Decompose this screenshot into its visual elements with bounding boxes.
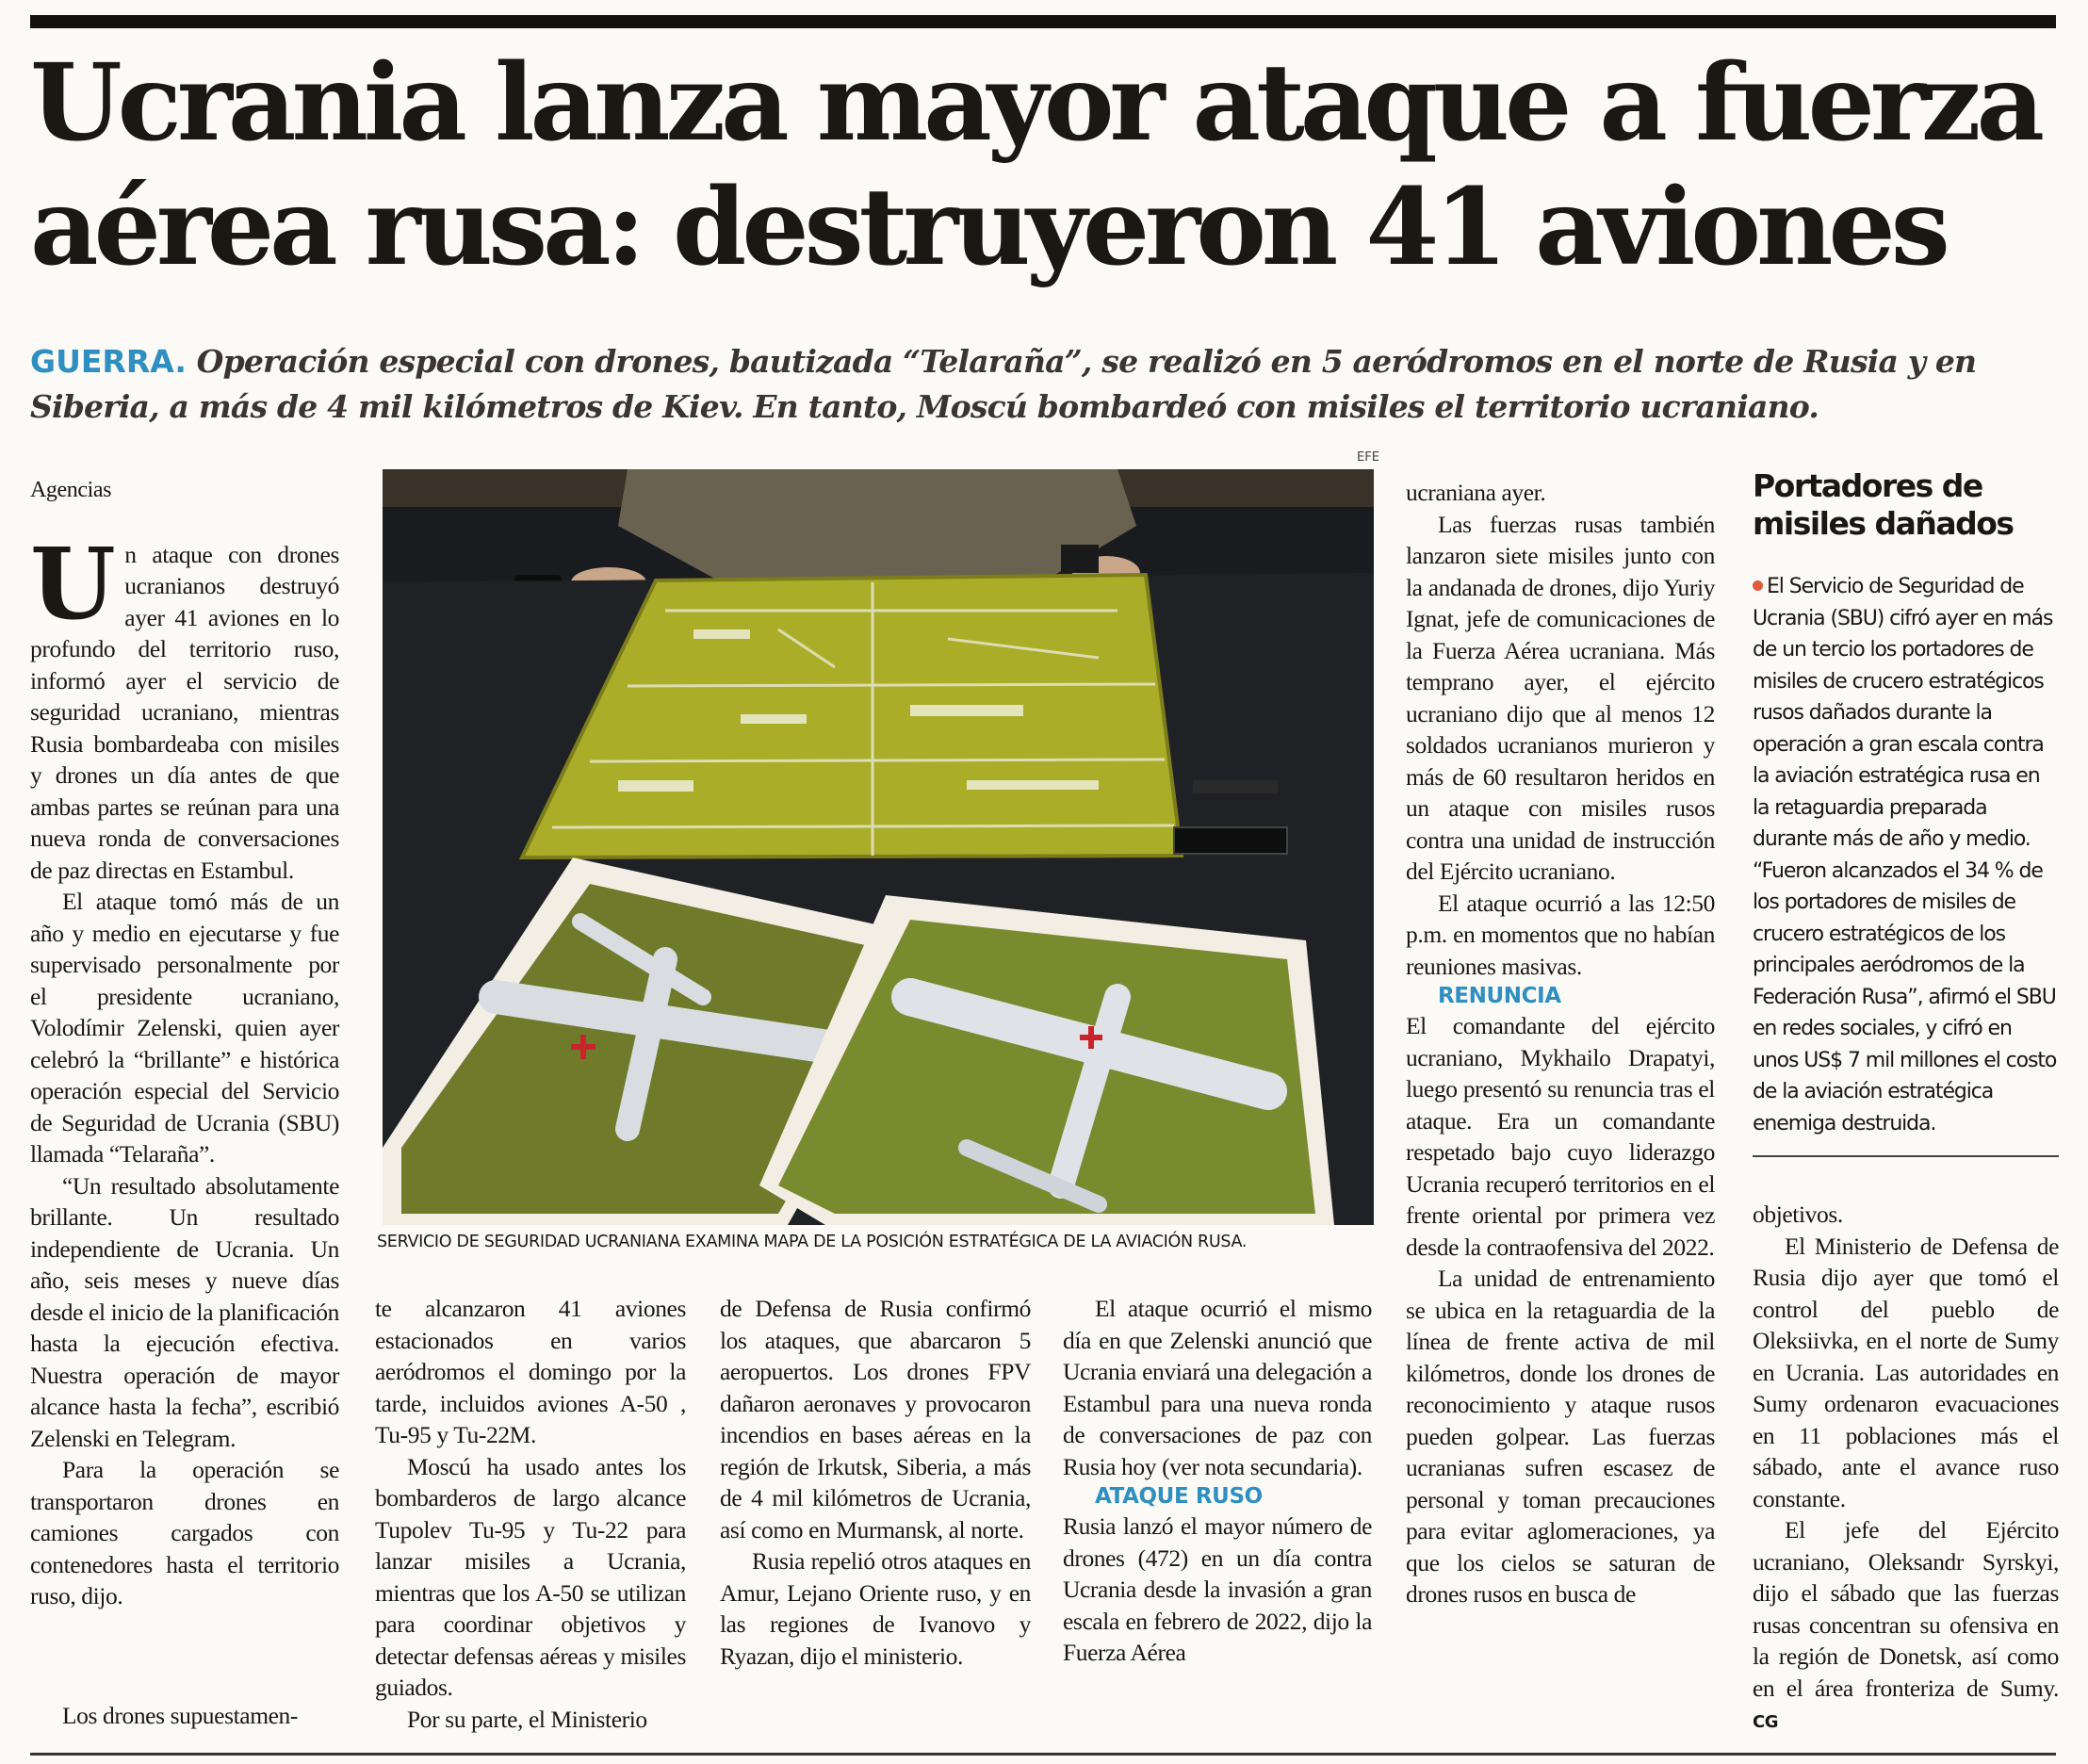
sidebar-rule	[1753, 1155, 2059, 1157]
drop-cap: U	[30, 525, 116, 642]
paragraph-8: Rusia repelió otros ataques en Amur, Lejano Oriente ruso, y en las regiones de Ivanovo y Ryazan, dijo el ministerio.	[720, 1547, 1031, 1670]
paragraph-1-text: n ataque con drones ucranianos destruyó ayer 41 aviones en lo profundo del territorio ruso, informó ayer el servicio de seguridad ucraniano, mientras Rusia bombardeaba con misiles y drones un día antes de que ambas partes se reúnan para una nueva ronda de conversaciones de paz directas en Estambul.	[30, 540, 339, 884]
subhead-ataque-ruso: ATAQUE RUSO	[1095, 1484, 1263, 1509]
paragraph-5-start: Los drones supuestamen-	[62, 1702, 298, 1729]
article-column-2b	[375, 1293, 686, 1735]
article-column-1	[30, 475, 339, 1612]
subhead-renuncia: RENUNCIA	[1438, 984, 1561, 1008]
paragraph-12: El ataque ocurrió a las 12:50 p.m. en momentos que no habían reuniones masivas.	[1406, 889, 1715, 980]
paragraph-5-cont: te alcanzaron 41 aviones estacionados en varios aeródromos el domingo por la tarde, incluidos aviones A-50 , Tu-95 y Tu-22M.	[375, 1295, 686, 1448]
paragraph-16	[1753, 1514, 2059, 1739]
photo-credit: EFE	[1357, 450, 1379, 465]
photo-illustration	[383, 469, 1374, 1225]
paragraph-10-cont: ucraniana ayer.	[1406, 479, 1546, 506]
article-column-3	[720, 1293, 1031, 1672]
end-mark: CG	[1753, 1712, 1779, 1732]
article-column-6	[1753, 1199, 2059, 1739]
headline-line-1: Ucrania lanza mayor ataque a fuerza	[30, 41, 2041, 165]
paragraph-7-cont: de Defensa de Rusia confirmó los ataques, que abarcaron 5 aeropuertos. Los drones FPV dañaron aeronaves y provocaron incendios en bases aéreas en la región de Irkutsk, Siberia, a más de 4 mil kilómetros de Ucrania, así como en Murmansk, al norte.	[720, 1295, 1031, 1544]
paragraph-13: El comandante del ejército ucraniano, Mykhailo Drapatyi, luego presentó su renuncia tras el ataque. Era un comandante respetado bajo cuyo liderazgo Ucrania recuperó territorios en el frente oriental por primera vez desde la contraofensiva del 2022.	[1406, 1012, 1715, 1261]
top-rule	[30, 15, 2056, 28]
article-column-4	[1063, 1293, 1372, 1669]
paragraph-1	[30, 525, 339, 887]
paragraph-3: “Un resultado absolutamente brillante. Un resultado independiente de Ucrania. Un año, seis meses y nueve días desde el inicio de la planificación hasta la ejecución efectiva. Nuestra operación de mayor alcance hasta la fecha”, escribió Zelenski en Telegram.	[30, 1171, 339, 1452]
photo	[383, 469, 1374, 1225]
paragraph-7-start: Por su parte, el Ministerio	[407, 1705, 647, 1733]
paragraph-4: Para la operación se transportaron drones en camiones cargados con contenedores hasta el territorio ruso, dijo.	[30, 1456, 339, 1609]
article-column-5	[1406, 477, 1715, 1610]
sidebar-title: Portadores de misiles dañados	[1753, 467, 2014, 542]
paragraph-14-start: La unidad de entrenamiento se ubica en la retaguardia de la línea de frente activa de mil kilómetros, donde los drones de reconocimiento y ataque rusos pueden golpear. Las fuerzas ucranianas sufren escasez de personal y toman precauciones para evitar aglomeraciones, ya que los cielos se saturan de drones rusos en busca de	[1406, 1265, 1715, 1608]
paragraph-14-end: objetivos.	[1753, 1200, 1843, 1228]
sidebar-body	[1753, 571, 2059, 1139]
deck-text: Operación especial con drones, bautizada “Telaraña”, se realizó en 5 aeródromos en el norte de Rusia y en Siberia, a más de 4 mil kilómetros de Kiev. En tanto, Moscú bombardeó con misiles el territorio ucraniano.	[30, 343, 1977, 425]
byline: Agencias	[30, 478, 112, 502]
sidebar-text: El Servicio de Seguridad de Ucrania (SBU) cifró ayer en más de un tercio los portadores de misiles de crucero estratégicos rusos dañados durante la operación a gran escala contra la aviación estratégica rusa en la retaguardia preparada durante más de año y medio. “Fueron alcanzados el 34 % de los portadores de misiles de crucero estratégicos de los principales aeródromos de la Federación Rusa”, afirmó el SBU en redes sociales, y cifró en unos US$ 7 mil millones el costo de la aviación estratégica enemiga destruida.	[1753, 575, 2057, 1135]
bullet-icon	[1753, 580, 1763, 591]
headline	[30, 41, 2065, 290]
paragraph-10-start: Rusia lanzó el mayor número de drones (472) en un día contra Ucrania desde la invasión a gran escala en febrero de 2022, dijo la Fuerza Aérea	[1063, 1512, 1372, 1666]
headline-line-2: aérea rusa: destruyeron 41 aviones	[30, 166, 1946, 289]
deck	[30, 339, 2056, 430]
paragraph-9: El ataque ocurrió el mismo día en que Zelenski anunció que Ucrania enviará una delegación a Estambul para una nueva ronda de conversaciones de paz con Rusia hoy (ver nota secundaria).	[1063, 1295, 1372, 1480]
bottom-rule	[30, 1753, 2056, 1756]
article-column-2	[30, 1700, 339, 1732]
paragraph-16-text: El jefe del Ejército ucraniano, Oleksandr Syrskyi, dijo el sábado que las fuerzas rusas concentran su ofensiva en la región de Donetsk, así como en el área fronteriza de Sumy.	[1753, 1516, 2059, 1702]
paragraph-11: Las fuerzas rusas también lanzaron siete misiles junto con la andanada de drones, dijo Yuriy Ignat, jefe de comunicaciones de la Fuerza Aérea ucraniana. Más temprano ayer, el ejército ucraniano dijo que al menos 12 soldados ucranianos murieron y más de 60 resultaron heridos en un ataque con misiles rusos contra una unidad de instrucción del Ejército ucraniano.	[1406, 510, 1715, 885]
paragraph-15: El Ministerio de Defensa de Rusia dijo ayer que tomó el control del pueblo de Oleksiivka, en el norte de Sumy en Ucrania. Las autoridades en Sumy ordenaron evacuaciones en 11 poblaciones más el sábado, ante el avance ruso constante.	[1753, 1232, 2059, 1512]
photo-caption: SERVICIO DE SEGURIDAD UCRANIANA EXAMINA MAPA DE LA POSICIÓN ESTRATÉGICA DE LA AVIACIÓN RUSA.	[377, 1233, 1248, 1251]
deck-kicker: GUERRA.	[30, 343, 187, 380]
paragraph-2: El ataque tomó más de un año y medio en ejecutarse y fue supervisado personalmente por el presidente ucraniano, Volodímir Zelenski, quien ayer celebró la “brillante” e histórica operación especial del Servicio de Seguridad de Ucrania (SBU) llamada “Telaraña”.	[30, 888, 339, 1168]
paragraph-6: Moscú ha usado antes los bombarderos de largo alcance Tupolev Tu-95 y Tu-22 para lanzar misiles a Ucrania, mientras que los A-50 se utilizan para coordinar objetivos y detectar defensas aéreas y misiles guiados.	[375, 1452, 686, 1701]
